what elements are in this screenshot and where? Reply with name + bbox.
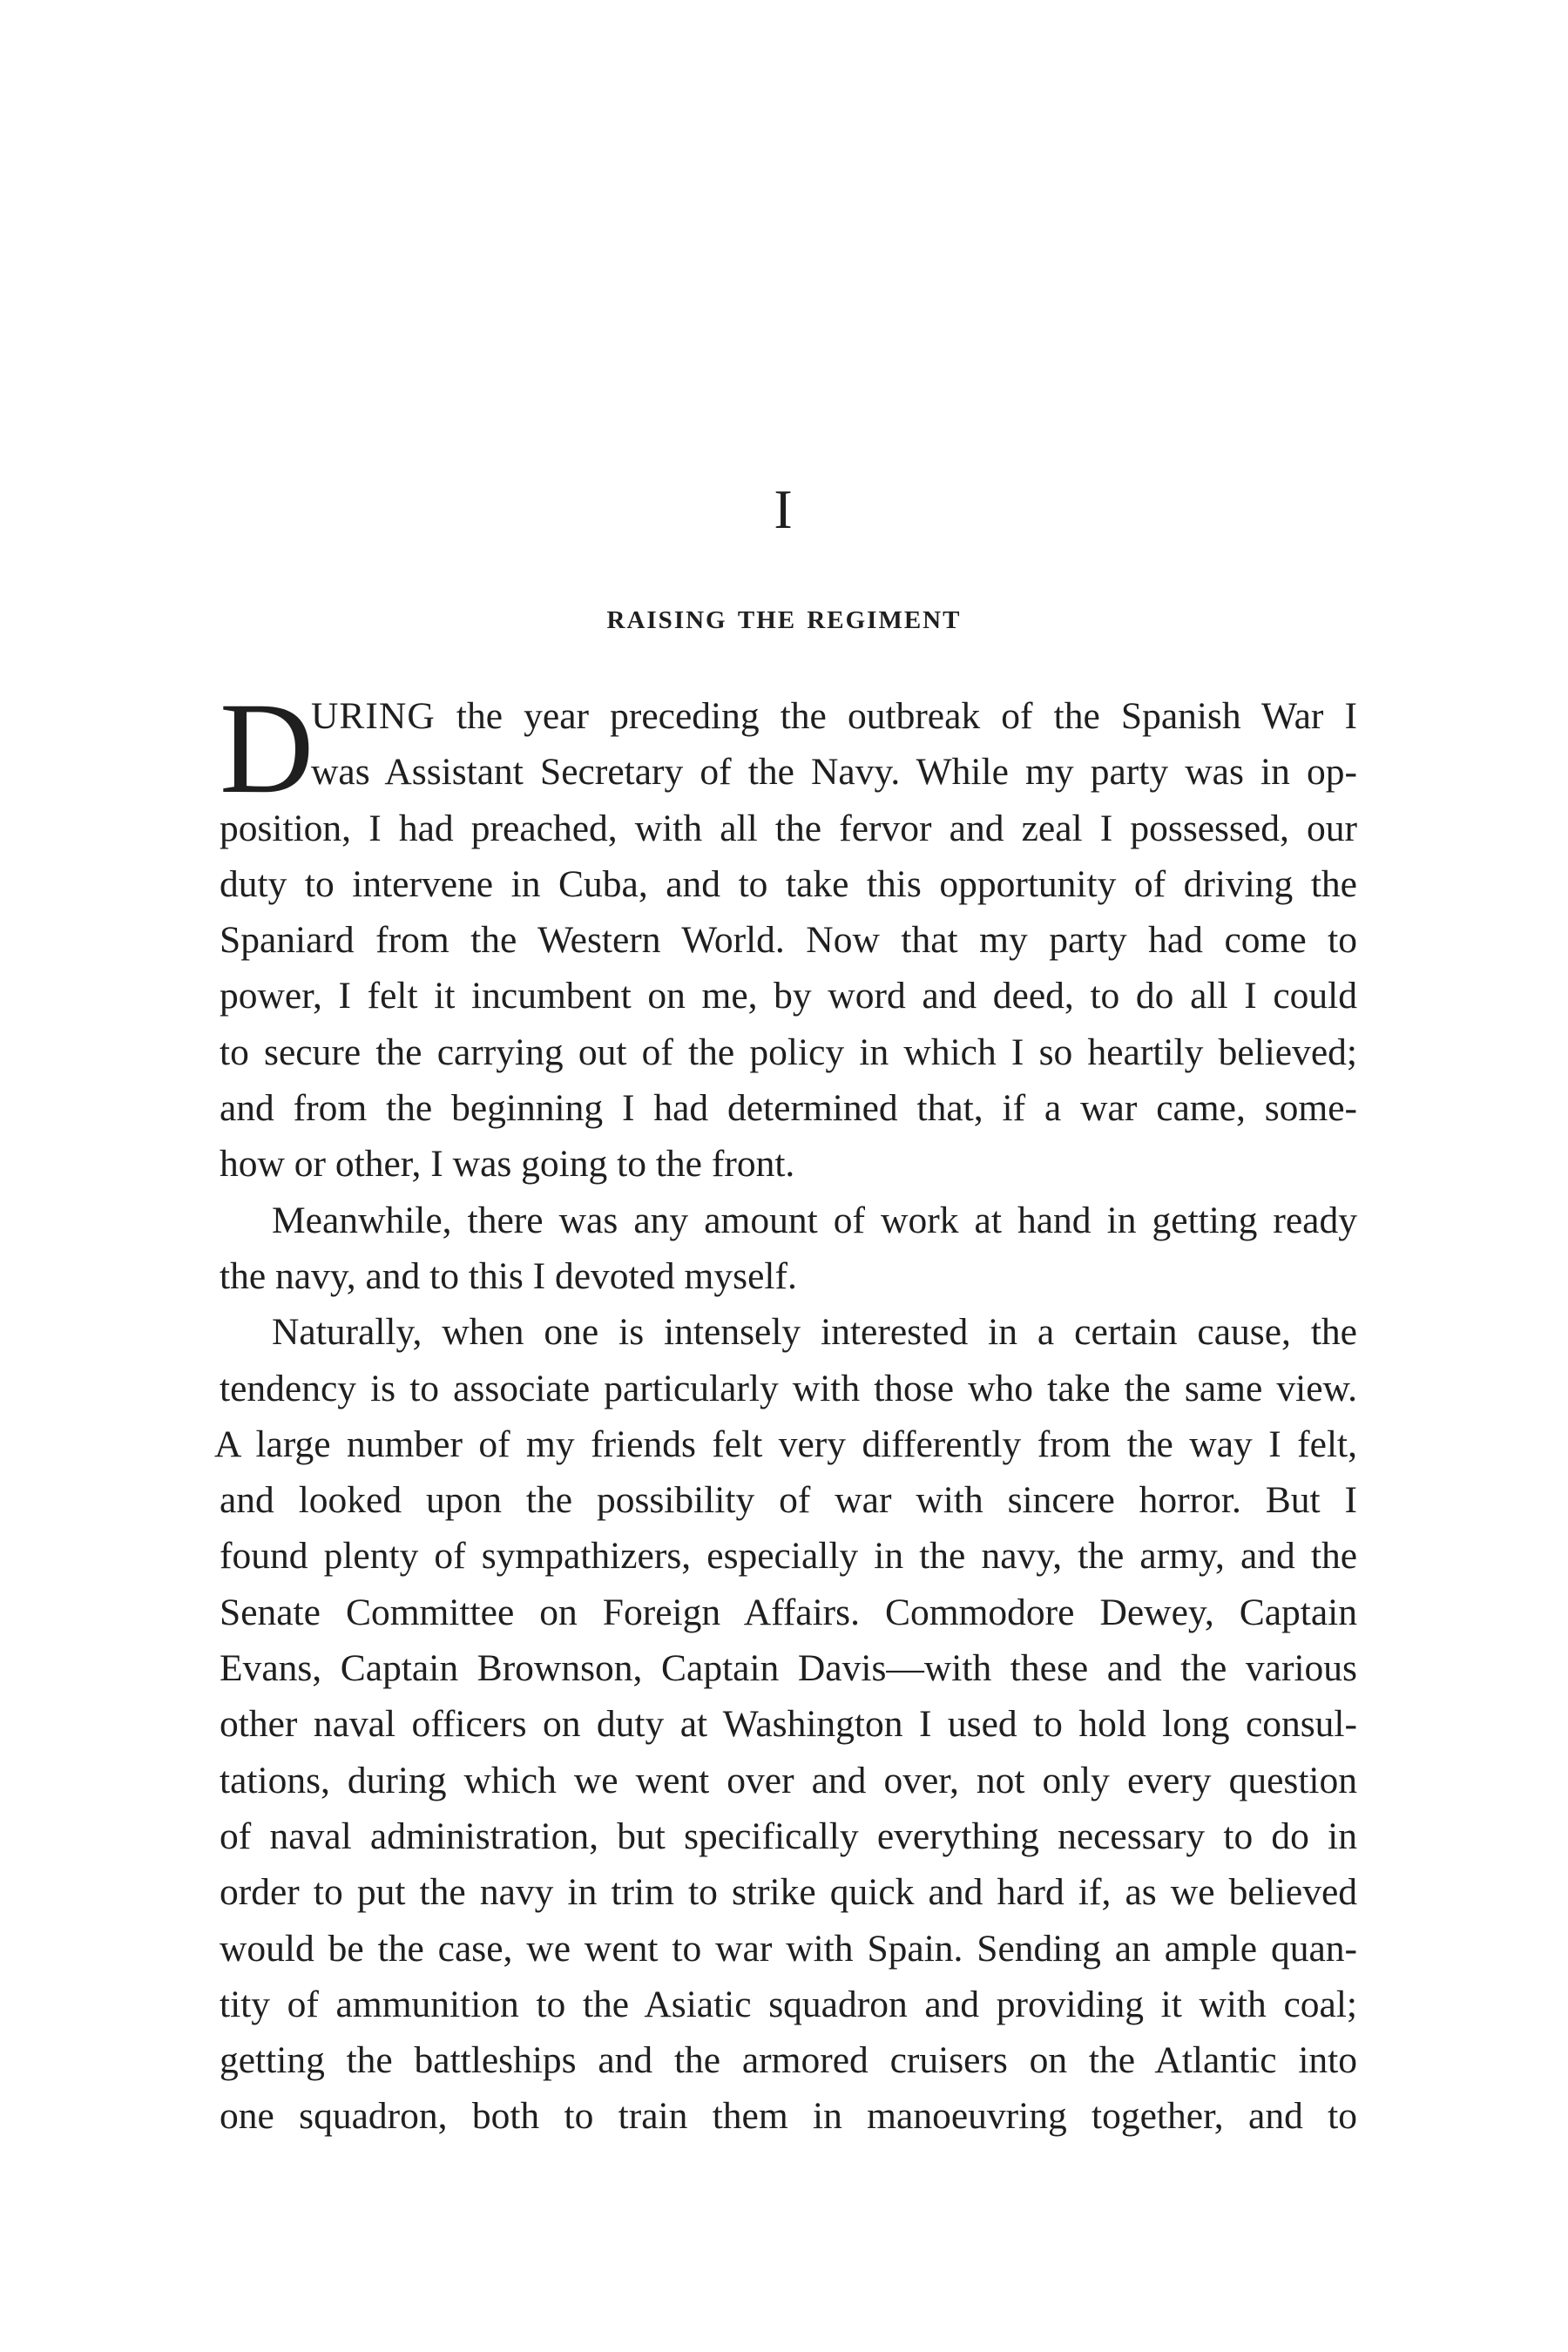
text-line-7: to secure the carrying out of the policy in which I so heartily believed; — [220, 1031, 1357, 1073]
text-line-5: Spaniard from the Western World. Now that my party had come to — [220, 919, 1357, 962]
text-line-13: tendency is to associate particularly with those who take the same view. — [220, 1367, 1357, 1409]
text-line-21: of naval administration, but specifically everything necessary to do in — [220, 1815, 1357, 1857]
text-line-16: found plenty of sympathizers, especially in the navy, the army, and the — [220, 1535, 1357, 1578]
body-text — [214, 676, 1357, 2145]
drop-cap-word-rest: URING — [311, 695, 436, 737]
drop-cap: D — [220, 676, 314, 821]
text-line-22: order to put the navy in trim to strike quick and hard if, as we believed — [220, 1871, 1357, 1914]
text-line-6: power, I felt it incumbent on me, by word and deed, to do all I could — [220, 975, 1357, 1017]
chapter-title: raising the regiment — [606, 596, 962, 636]
text-line-20: tations, during which we went over and over, not only every question — [220, 1759, 1357, 1801]
text-line-10: Meanwhile, there was any amount of work at hand in getting ready — [272, 1199, 1357, 1241]
text-line-18: Evans, Captain Brownson, Captain Davis—with these and the various — [220, 1647, 1357, 1690]
text-line-4: duty to intervene in Cuba, and to take this opportunity of driving the — [220, 862, 1357, 905]
line-1-text: the year preceding the outbreak of the Spanish War I — [435, 695, 1357, 737]
text-line-17: Senate Committee on Foreign Affairs. Commodore Dewey, Captain — [220, 1591, 1357, 1633]
text-line-1 — [220, 688, 1357, 744]
text-line-9: how or other, I was going to the front. — [220, 1143, 795, 1186]
text-line-12: Naturally, when one is intensely interested in a certain cause, the — [272, 1311, 1357, 1354]
text-line-2: was Assistant Secretary of the Navy. While my party was in op- — [311, 751, 1357, 794]
text-line-14: A large number of my friends felt very differently from the way I felt, — [214, 1423, 1357, 1465]
text-line-23: would be the case, we went to war with Spain. Sending an ample quan- — [220, 1927, 1357, 1970]
text-line-25: getting the battleships and the armored cruisers on the Atlantic into — [220, 2039, 1357, 2082]
text-line-26: one squadron, both to train them in manoeuvring together, and to — [220, 2095, 1357, 2138]
text-line-8: and from the beginning I had determined that, if a war came, some- — [220, 1087, 1357, 1130]
chapter-number: I — [774, 478, 794, 540]
text-line-15: and looked upon the possibility of war with sincere horror. But I — [220, 1479, 1357, 1522]
text-line-24: tity of ammunition to the Asiatic squadron and providing it with coal; — [220, 1983, 1357, 2025]
text-line-19: other naval officers on duty at Washington I used to hold long consul- — [220, 1703, 1357, 1746]
text-line-11: the navy, and to this I devoted myself. — [220, 1254, 797, 1297]
text-line-3: position, I had preached, with all the fervor and zeal I possessed, our — [220, 807, 1357, 849]
